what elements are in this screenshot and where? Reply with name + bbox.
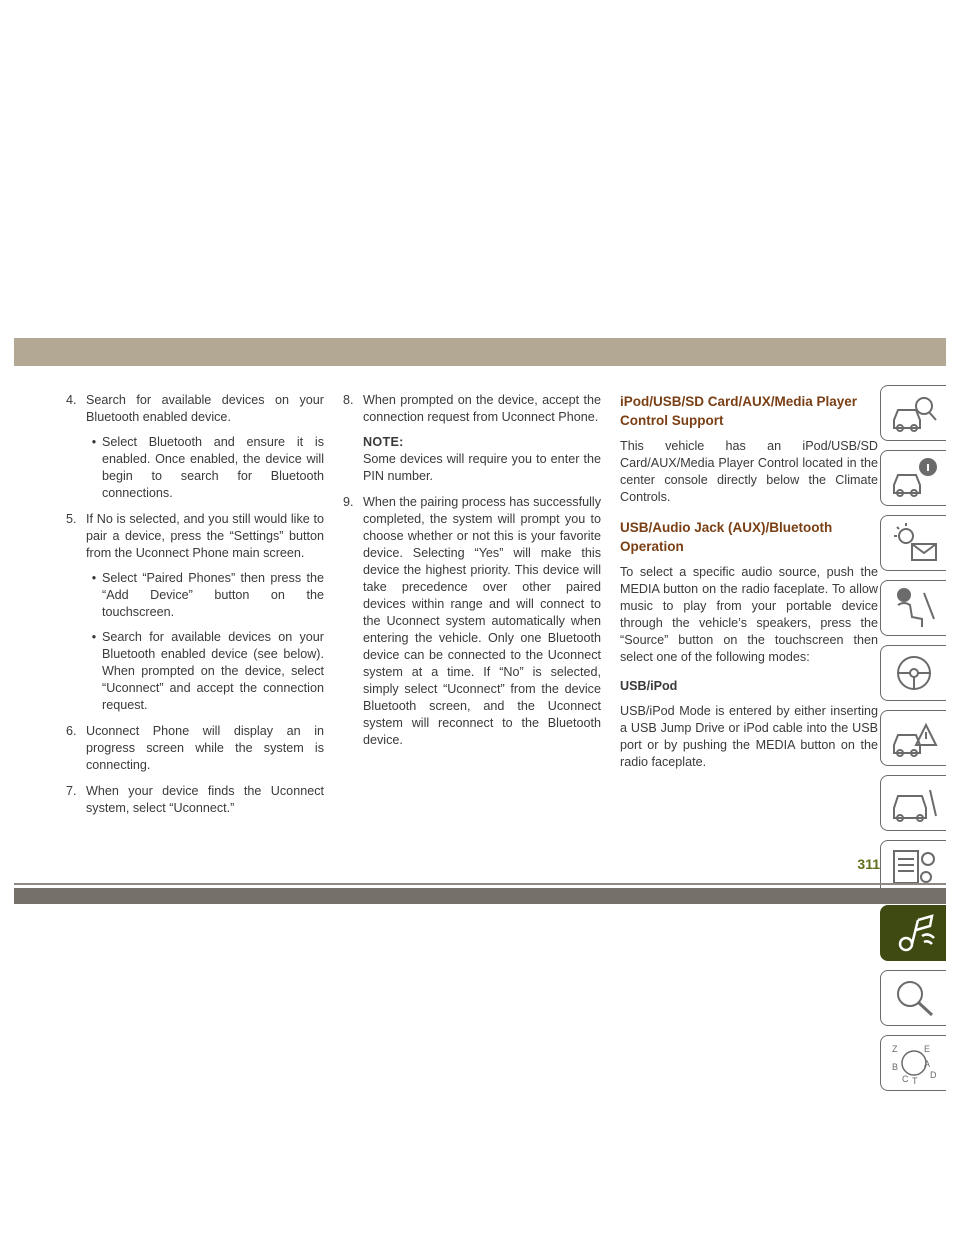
column-left — [66, 392, 324, 826]
svg-text:E: E — [923, 1044, 930, 1054]
item-number: 6. — [66, 724, 77, 738]
car-info-icon — [888, 455, 940, 501]
alphabet-index-icon — [888, 1040, 940, 1086]
car-warning-icon — [888, 715, 940, 761]
subheading: USB/iPod — [620, 679, 678, 693]
paragraph: This vehicle has an iPod/USB/SD Card/AUX/Media Player Control located in the center console directly below the Climate Controls. — [620, 439, 878, 504]
item-text: If No is selected, and you still would like to pair a device, press the “Settings” button from the Uconnect Phone main screen. — [86, 512, 324, 560]
section-heading: USB/Audio Jack (AUX)/Bluetooth Operation — [620, 520, 833, 554]
svg-text:B: B — [891, 1062, 898, 1072]
note-label: NOTE: — [363, 435, 404, 449]
magnifier-icon — [888, 975, 940, 1021]
bullet-text: Select “Paired Phones” then press the “Add Device” button on the touchscreen. — [102, 571, 324, 619]
item-text: Search for available devices on your Bluetooth enabled device. — [86, 393, 324, 424]
header-bar — [14, 338, 946, 366]
item-number: 5. — [66, 512, 77, 526]
music-note-icon — [888, 910, 940, 956]
seated-person-icon — [888, 585, 940, 631]
list-item — [66, 723, 324, 774]
tab-safety[interactable] — [880, 580, 946, 636]
list-item — [66, 511, 324, 714]
column-right — [620, 392, 878, 783]
list-item — [343, 392, 601, 485]
bullet-item — [86, 629, 324, 714]
paragraph: USB/iPod Mode is entered by either inserting a USB Jump Drive or iPod cable into the USB port or by pushing the MEDIA button on the radio faceplate. — [620, 704, 878, 769]
item-number: 8. — [343, 393, 354, 407]
tab-multimedia[interactable] — [880, 905, 946, 961]
list-item — [343, 494, 601, 749]
tab-vehicle-info[interactable] — [880, 450, 946, 506]
tab-lights-messages[interactable] — [880, 515, 946, 571]
bullet-mark: • — [91, 435, 97, 449]
item-text: Uconnect Phone will display an in progress screen while the system is connecting. — [86, 724, 324, 772]
svg-text:Z: Z — [891, 1044, 897, 1054]
tab-index[interactable] — [880, 1035, 946, 1091]
svg-text:C: C — [901, 1074, 908, 1084]
item-number: 9. — [343, 495, 354, 509]
list-item — [66, 783, 324, 817]
car-magnifier-icon — [888, 390, 940, 436]
tab-servicing[interactable] — [880, 775, 946, 831]
item-number: 4. — [66, 393, 77, 407]
section-heading: iPod/USB/SD Card/AUX/Media Player Control Support — [620, 394, 858, 428]
tab-starting-operating[interactable] — [880, 645, 946, 701]
svg-text:T: T — [911, 1076, 917, 1086]
paragraph: To select a specific audio source, push the MEDIA button on the radio faceplate. To allow music to play from your portable device through the vehicle’s speakers, press the “Source” button on the touchscreen then select one of the following modes: — [620, 565, 878, 664]
item-number: 7. — [66, 784, 77, 798]
bullet-text: Select Bluetooth and ensure it is enabled. Once enabled, the device will begin to search for Bluetooth connections. — [102, 435, 324, 500]
column-middle — [343, 392, 601, 758]
light-mail-icon — [888, 520, 940, 566]
tab-customer-assistance[interactable] — [880, 970, 946, 1026]
tab-emergency[interactable] — [880, 710, 946, 766]
bullet-item — [86, 434, 324, 502]
item-text: When your device finds the Uconnect system, select “Uconnect.” — [86, 784, 324, 815]
bullet-mark: • — [91, 571, 97, 585]
footer-line — [14, 883, 946, 885]
item-text: When the pairing process has successfully completed, the system will prompt you to choose whether or not this is your favorite device. Selecting “Yes” will make this device the highest priority. This device will take precedence over other paired devices within range and will connect to the Uconnect system automatically when entering the vehicle. Only one Bluetooth device can be connected to the Uconnect system at a time. If “No” is selected, simply select “Uconnect” from the device Bluetooth screen, and the Uconnect system will reconnect to the Bluetooth device. — [363, 495, 601, 747]
steering-wheel-icon — [888, 650, 940, 696]
page-number: 311 — [857, 856, 880, 872]
list-item — [66, 392, 324, 502]
footer-bar — [14, 888, 946, 904]
svg-text:A: A — [923, 1059, 930, 1069]
note-text: Some devices will require you to enter the PIN number. — [363, 452, 601, 483]
bullet-mark: • — [91, 630, 97, 644]
bullet-text: Search for available devices on your Bluetooth enabled device (see below). When prompted on the device, select “Uconnect” and accept the connection request. — [102, 630, 324, 712]
tab-getting-to-know[interactable] — [880, 385, 946, 441]
svg-text:D: D — [929, 1070, 936, 1080]
car-wrench-icon — [888, 780, 940, 826]
chapter-tabs — [880, 385, 948, 1100]
item-text: When prompted on the device, accept the connection request from Uconnect Phone. — [363, 393, 601, 424]
bullet-item — [86, 570, 324, 621]
